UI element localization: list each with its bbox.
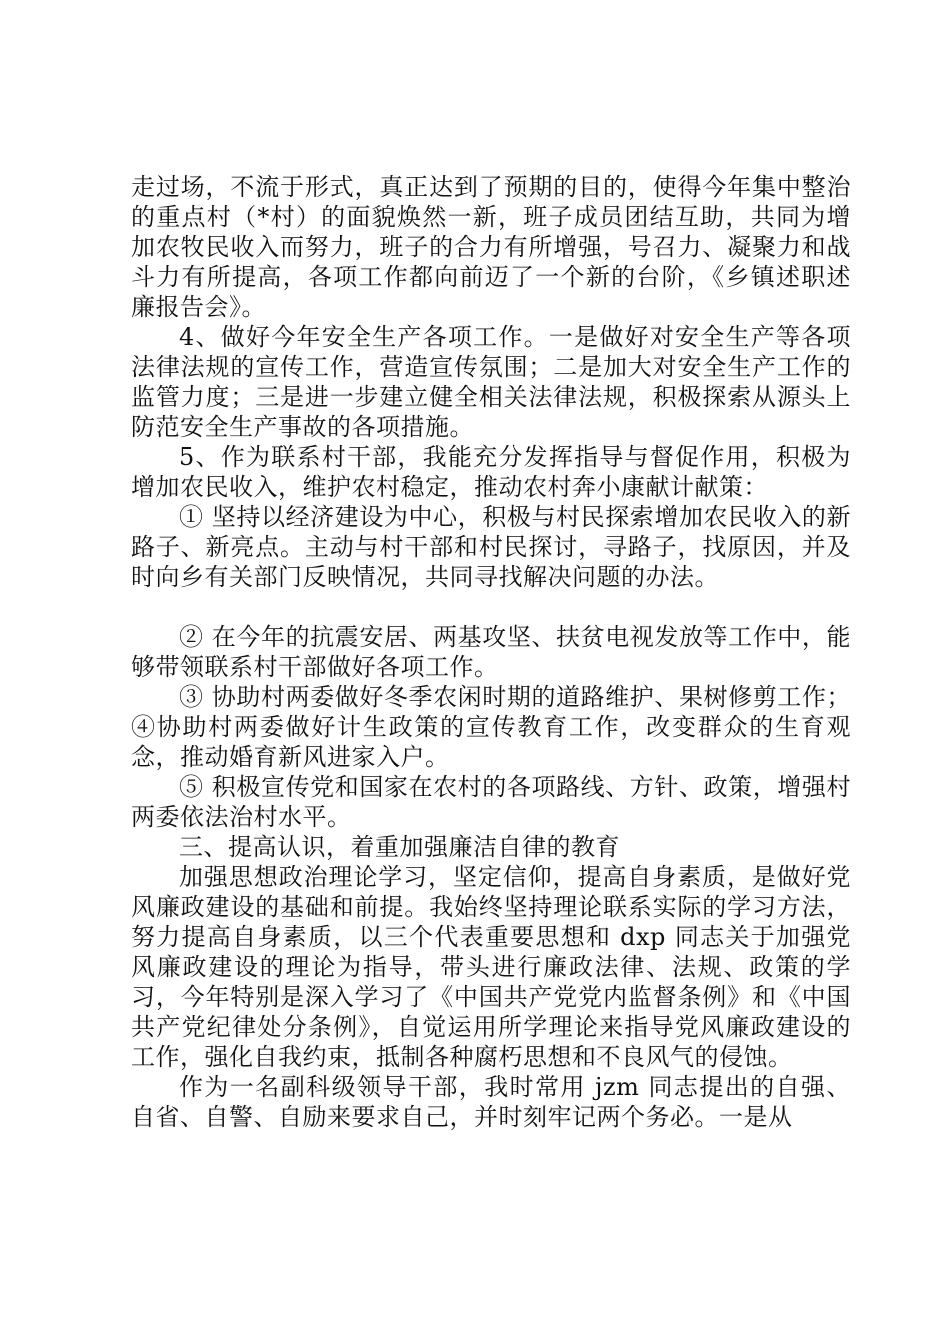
paragraph: ② 在今年的抗震安居、两基攻坚、扶贫电视发放等工作中，能够带领联系村干部做好各项工作。	[131, 623, 851, 681]
paragraph-gap	[131, 592, 851, 622]
section-heading: 三、提高认识，着重加强廉洁自律的教育	[179, 833, 620, 861]
paragraph: ⑤ 积极宣传党和国家在农村的各项路线、方针、政策，增强村两委依法治村水平。	[131, 773, 851, 831]
document-body	[131, 172, 851, 1132]
paragraph: ③ 协助村两委做好冬季农闲时期的道路维护、果树修剪工作；④协助村两委做好计生政策的宣传教育工作，改变群众的生育观念，推动婚育新风进家入户。	[131, 683, 851, 771]
paragraph: 走过场，不流于形式，真正达到了预期的目的，使得今年集中整治的重点村（*村）的面貌焕然一新，班子成员团结互助，共同为增加农牧民收入而努力，班子的合力有所增强，号召力、凝聚力和战斗力有所提高，各项工作都向前迈了一个新的台阶，《乡镇述职述廉报告会》。	[131, 173, 851, 321]
paragraph: 加强思想政治理论学习，坚定信仰，提高自身素质，是做好党风廉政建设的基础和前提。我始终坚持理论联系实际的学习方法，努力提高自身素质，以三个代表重要思想和 dxp 同志关于加强党风廉政建设的理论为指导，带头进行廉政法律、法规、政策的学习，今年特别是深入学习了《中国共产党党内监督条例》和《中国共产党纪律处分条例》，自觉运用所学理论来指导党风廉政建设的工作，强化自我约束，抵制各种腐朽思想和不良风气的侵蚀。	[131, 863, 851, 1071]
paragraph: 4、做好今年安全生产各项工作。一是做好对安全生产等各项法律法规的宣传工作，营造宣传氛围；二是加大对安全生产工作的监管力度；三是进一步建立健全相关法律法规，积极探索从源头上防范安全生产事故的各项措施。	[131, 323, 851, 441]
paragraph: ① 坚持以经济建设为中心，积极与村民探索增加农民收入的新路子、新亮点。主动与村干部和村民探讨，寻路子，找原因，并及时向乡有关部门反映情况，共同寻找解决问题的办法。	[131, 503, 851, 591]
paragraph: 作为一名副科级领导干部，我时常用 jzm 同志提出的自强、自省、自警、自励来要求自己，并时刻牢记两个务必。一是从	[131, 1073, 851, 1131]
paragraph: 5、作为联系村干部，我能充分发挥指导与督促作用，积极为增加农民收入，维护农村稳定，推动农村奔小康献计献策：	[131, 443, 851, 501]
